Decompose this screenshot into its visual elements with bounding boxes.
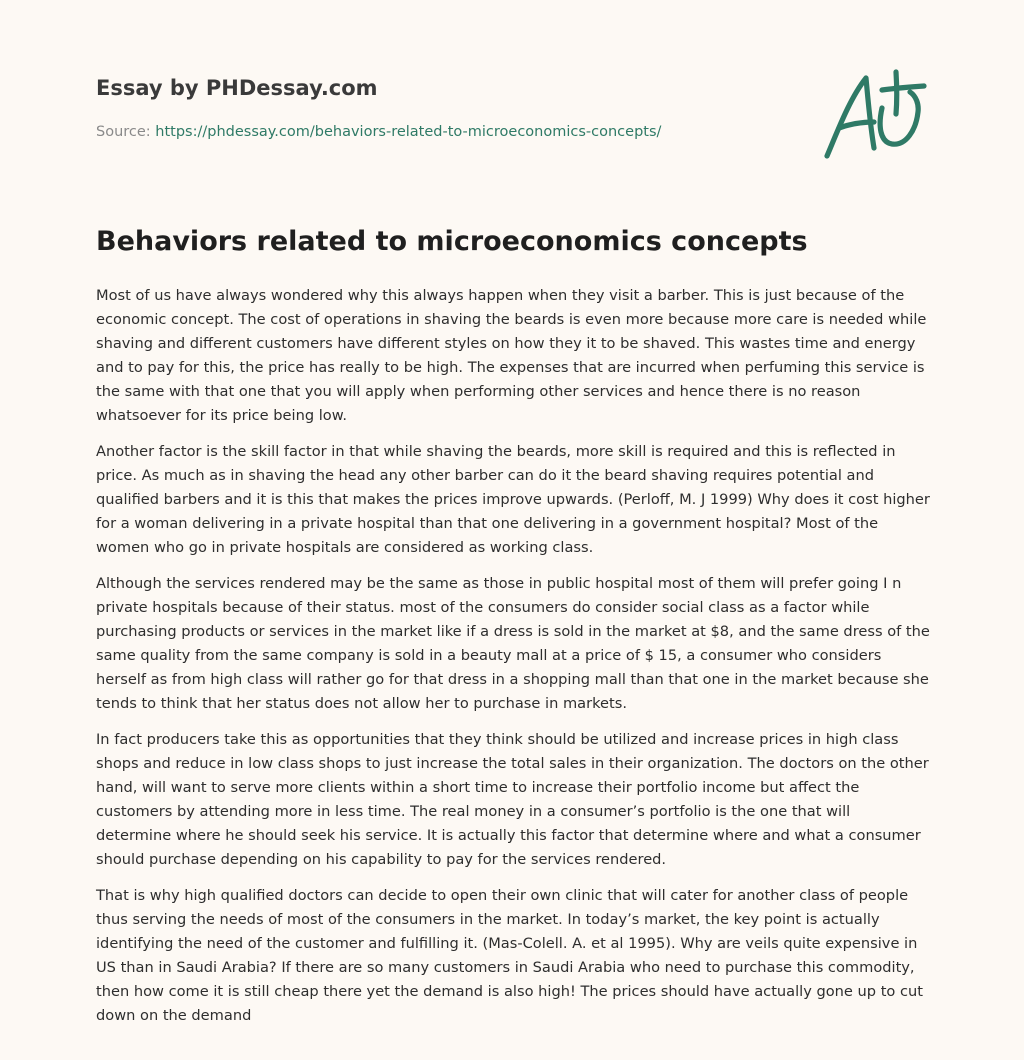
source-link[interactable]: https://phdessay.com/behaviors-related-to-microeconomics-concepts/ xyxy=(155,124,662,140)
a-plus-logo-icon xyxy=(824,68,928,164)
essay-paragraph-5: That is why high qualified doctors can decide to open their own clinic that will cater for another class of people thus serving the needs of most of the consumers in the market. In today’s market, the key point is actually identifying the need of the customer and fulfilling it. (Mas-Colell. A. et al 1995). Why are veils quite expensive in US than in Saudi Arabia? If there are so many customers in Saudi Arabia who need to purchase this commodity, then how come it is still cheap there yet the demand is also high! The prices should have actually gone up to cut down on the demand xyxy=(96,887,923,1024)
essay-paragraph-1: Most of us have always wondered why this always happen when they visit a barber. This is just because of the economic concept. The cost of operations in shaving the beards is even more because more care is needed while shaving and different customers have different styles on how they it to be shaved. This wastes time and energy and to pay for this, the price has really to be high. The expenses that are incurred when perfuming this service is the same with that one that you will apply when performing other services and hence there is no reason whatsoever for its price being low. xyxy=(96,287,927,424)
essay-title: Behaviors related to microeconomics concepts xyxy=(96,226,808,257)
essay-paragraph-2: Another factor is the skill factor in that while shaving the beards, more skill is required and this is reflected in price. As much as in shaving the head any other barber can do it the beard shaving requires potential and qualified barbers and it is this that makes the prices improve upwards. (Perloff, M. J 1999) Why does it cost higher for a woman delivering in a private hospital than that one delivering in a government hospital? Most of the women who go in private hospitals are considered as working class. xyxy=(96,443,930,556)
source-label: Source: xyxy=(96,124,151,140)
source-line xyxy=(96,124,661,140)
essay-paragraph-4: In fact producers take this as opportunities that they think should be utilized and increase prices in high class shops and reduce in low class shops to just increase the total sales in their organization. The doctors on the other hand, will want to serve more clients within a short time to increase their portfolio income but affect the customers by attending more in less time. The real money in a consumer’s portfolio is the one that will determine where he should seek his service. It is actually this factor that determine where and what a consumer should purchase depending on his capability to pay for the services rendered. xyxy=(96,731,929,868)
site-brand: Essay by PHDessay.com xyxy=(96,76,378,100)
essay-body xyxy=(96,284,930,1040)
essay-paragraph-3: Although the services rendered may be the same as those in public hospital most of them will prefer going I n private hospitals because of their status. most of the consumers do consider social class as a factor while purchasing products or services in the market like if a dress is sold in the market at $8, and the same dress of the same quality from the same company is sold in a beauty mall at a price of $ 15, a consumer who considers herself as from high class will rather go for that dress in a shopping mall than that one in the market because she tends to think that her status does not allow her to purchase in markets. xyxy=(96,575,930,712)
